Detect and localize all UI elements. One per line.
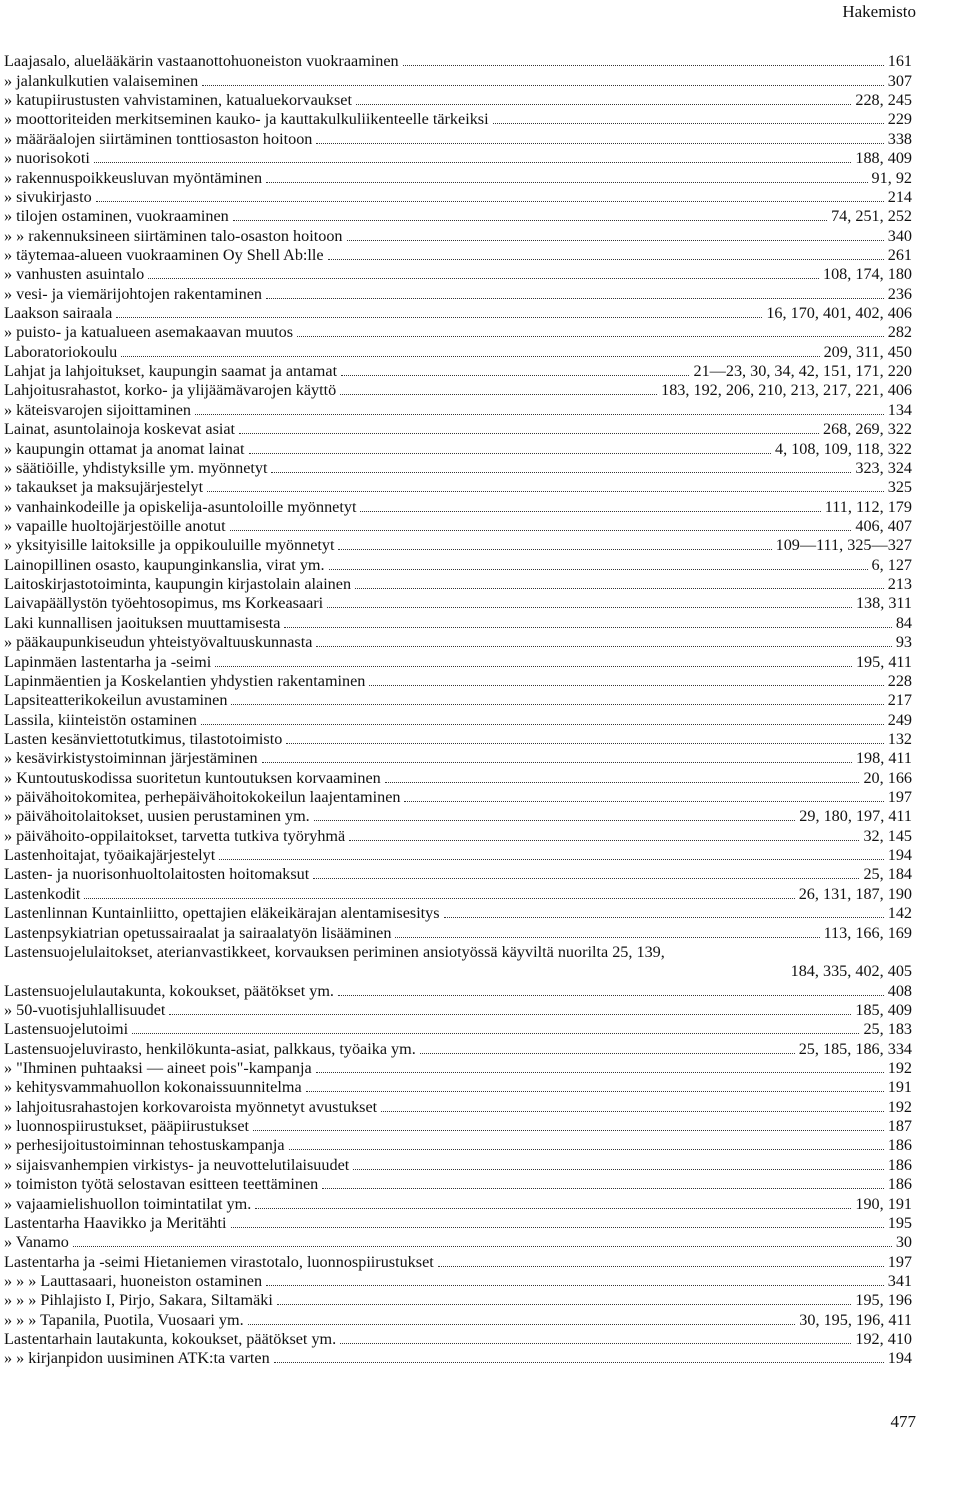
- index-entry: [4, 304, 912, 323]
- dot-leader: [286, 743, 883, 744]
- dot-leader: [231, 1227, 884, 1228]
- entry-text: Lastentarha Haavikko ja Meritähti: [4, 1213, 227, 1232]
- entry-text: » vanhainkodeille ja opiskelija-asuntoloille myönnetyt: [4, 497, 357, 516]
- index-entry: [4, 1136, 912, 1155]
- dot-leader: [94, 162, 851, 163]
- entry-pages: 341: [887, 1272, 912, 1290]
- entry-text: Laajasalo, aluelääkärin vastaanottohuoneiston vuokraaminen: [4, 52, 399, 71]
- index-entry: [4, 730, 912, 749]
- entry-pages: 406, 407: [855, 516, 912, 535]
- entry-pages: 109—111, 325—327: [775, 536, 912, 555]
- entry-text: » moottoriteiden merkitseminen kauko- ja kauttakulkuliikenteelle tärkeiksi: [4, 110, 489, 129]
- dot-leader: [266, 1285, 884, 1286]
- entry-text: Lahjoitusrahastot, korko- ja ylijäämävarojen käyttö: [4, 381, 337, 400]
- entry-text: Laitoskirjastotoiminta, kaupungin kirjastolain alainen: [4, 575, 352, 594]
- entry-text: » "Ihminen puhtaaksi — aineet pois"-kampanja: [4, 1059, 312, 1078]
- entry-text: » kesävirkistystoiminnan järjestäminen: [4, 749, 258, 768]
- index-entry: [4, 1175, 912, 1194]
- dot-leader: [306, 1091, 884, 1092]
- entry-pages: 134: [887, 400, 912, 419]
- dot-leader: [248, 1324, 796, 1325]
- entry-text: » takaukset ja maksujärjestelyt: [4, 478, 204, 497]
- dot-leader: [313, 878, 859, 879]
- index-entry: [4, 943, 912, 962]
- dot-leader: [271, 472, 851, 473]
- entry-text: » toimiston työtä selostavan esitteen teettäminen: [4, 1175, 319, 1194]
- entry-text: Lapinmäentien ja Koskelantien yhdystien rakentaminen: [4, 671, 366, 690]
- dot-leader: [404, 801, 883, 802]
- index-entry: [4, 1272, 912, 1291]
- entry-pages: 187: [887, 1117, 912, 1136]
- index-entry: [4, 613, 912, 632]
- dot-leader: [231, 704, 883, 705]
- entry-pages: 26, 131, 187, 190: [798, 884, 912, 903]
- dot-leader: [381, 1111, 884, 1112]
- index-entry: [4, 91, 912, 110]
- index-entry: [4, 981, 912, 1000]
- entry-text: » pääkaupunkiseudun yhteistyövaltuuskunnasta: [4, 633, 313, 652]
- entry-pages: 138, 311: [855, 594, 912, 613]
- entry-pages: 228, 245: [855, 91, 912, 110]
- index-entry: [4, 188, 912, 207]
- index-entry: [4, 826, 912, 845]
- entry-pages: 228: [887, 671, 912, 690]
- index-entry: [4, 1310, 912, 1329]
- index-entry: [4, 129, 912, 148]
- entry-pages: 209, 311, 450: [823, 342, 912, 361]
- entry-text: » lahjoitusrahastojen korkovaroista myönnetyt avustukset: [4, 1097, 378, 1116]
- index-entry: [4, 749, 912, 768]
- entry-text: » Vanamo: [4, 1233, 69, 1252]
- entry-text: Laivapäällystön työehtosopimus, ms Korkeasaari: [4, 594, 324, 613]
- dot-leader: [340, 394, 657, 395]
- entry-pages: 20, 166: [863, 768, 912, 787]
- entry-pages: 325: [887, 478, 912, 497]
- dot-leader: [314, 820, 796, 821]
- entry-pages: 249: [887, 710, 912, 729]
- entry-pages: 197: [887, 788, 912, 807]
- entry-pages: 194: [887, 1349, 912, 1368]
- index-entry: [4, 672, 912, 691]
- index-entry: [4, 517, 912, 536]
- entry-pages: 307: [887, 71, 912, 90]
- index-entry: [4, 168, 912, 187]
- index-entry: [4, 691, 912, 710]
- entry-pages: 186: [887, 1175, 912, 1194]
- entry-pages: 21—23, 30, 34, 42, 151, 171, 220: [693, 362, 912, 381]
- entry-text: Lastensuojelutoimi: [4, 1020, 129, 1039]
- entry-pages: 186: [887, 1136, 912, 1155]
- dot-leader: [347, 240, 884, 241]
- dot-leader: [316, 143, 883, 144]
- dot-leader: [274, 1362, 884, 1363]
- index-entry: [4, 1020, 912, 1039]
- entry-text: » » » Pihlajisto I, Pirjo, Sakara, Siltamäki: [4, 1291, 273, 1310]
- entry-text: » päivähoitokomitea, perhepäivähoitokokeilun laajentaminen: [4, 788, 401, 807]
- dot-leader: [395, 937, 819, 938]
- entry-text: » » kirjanpidon uusiminen ATK:ta varten: [4, 1349, 270, 1368]
- entry-text: Lastensuojelulaitokset, aterianvastikkeet, korvauksen periminen ansiotyössä käyviltä nuorilta 25, 139,: [4, 942, 665, 961]
- index-entry: [4, 265, 912, 284]
- entry-text: Laakson sairaala: [4, 304, 113, 323]
- entry-text: » puisto- ja katualueen asemakaavan muutos: [4, 323, 294, 342]
- entry-pages: 30, 195, 196, 411: [799, 1310, 912, 1329]
- index-entry: [4, 594, 912, 613]
- entry-pages: 6, 127: [871, 555, 912, 574]
- entry-pages: 323, 324: [855, 458, 912, 477]
- dot-leader: [338, 549, 771, 550]
- dot-leader: [132, 1033, 859, 1034]
- entry-text: » täytemaa-alueen vuokraaminen Oy Shell Ab:lle: [4, 245, 324, 264]
- dot-leader: [338, 995, 884, 996]
- entry-text: Lastensuojelulautakunta, kokoukset, päätökset ym.: [4, 981, 334, 1000]
- entry-text: Laki kunnallisen jaoituksen muuttamisesta: [4, 613, 281, 632]
- entry-pages: 74, 251, 252: [831, 207, 912, 226]
- dot-leader: [73, 1246, 892, 1247]
- entry-text: » vanhusten asuintalo: [4, 265, 145, 284]
- dot-leader: [266, 298, 884, 299]
- dot-leader: [360, 511, 820, 512]
- entry-pages: 192, 410: [855, 1330, 912, 1349]
- entry-text: » vesi- ja viemärijohtojen rakentaminen: [4, 284, 263, 303]
- dot-leader: [195, 414, 884, 415]
- index-entry: [4, 884, 912, 903]
- entry-pages: 25, 183: [863, 1020, 912, 1039]
- running-header: Hakemisto: [842, 2, 916, 21]
- index-entry: [4, 710, 912, 729]
- entry-text: » päivähoitolaitokset, uusien perustaminen ym.: [4, 807, 310, 826]
- index-entry: [4, 923, 912, 942]
- entry-text: » päivähoito-oppilaitokset, tarvetta tutkiva työryhmä: [4, 826, 346, 845]
- entry-pages: 408: [887, 981, 912, 1000]
- entry-pages: 190, 191: [855, 1194, 912, 1213]
- index-entry: [4, 110, 912, 129]
- index-entry: [4, 1039, 912, 1058]
- dot-leader: [385, 782, 860, 783]
- dot-leader: [233, 220, 827, 221]
- entry-text: » jalankulkutien valaiseminen: [4, 71, 199, 90]
- entry-pages: 113, 166, 169: [823, 923, 912, 942]
- entry-text: » kaupungin ottamat ja anomat lainat: [4, 439, 245, 458]
- index-entry: [4, 575, 912, 594]
- entry-pages: 195: [887, 1213, 912, 1232]
- entry-text: » katupiirustusten vahvistaminen, katualuekorvaukset: [4, 91, 352, 110]
- index-entry: [4, 846, 912, 865]
- index-entry: [4, 1291, 912, 1310]
- dot-leader: [253, 1130, 884, 1131]
- entry-pages: 186: [887, 1155, 912, 1174]
- entry-pages: 108, 174, 180: [822, 265, 912, 284]
- entry-text: Lastenkodit: [4, 884, 81, 903]
- index-entry: [4, 1214, 912, 1233]
- entry-pages: 29, 180, 197, 411: [799, 807, 912, 826]
- dot-leader: [249, 453, 772, 454]
- entry-pages: 194: [887, 846, 912, 865]
- entry-text: » » rakennuksineen siirtäminen talo-osaston hoitoon: [4, 226, 343, 245]
- index-entry: [4, 807, 912, 826]
- index-entry: [4, 323, 912, 342]
- index-entry: [4, 865, 912, 884]
- index-entry: [4, 478, 912, 497]
- dot-leader: [493, 123, 884, 124]
- index-entry: [4, 246, 912, 265]
- index-entry: [4, 71, 912, 90]
- entry-pages: 197: [887, 1252, 912, 1271]
- dot-leader: [316, 1072, 884, 1073]
- entry-pages: 91, 92: [871, 168, 912, 187]
- index-entry: [4, 497, 912, 516]
- page-number: 477: [890, 1412, 916, 1431]
- entry-text: » nuorisokoti: [4, 149, 90, 168]
- dot-leader: [329, 569, 868, 570]
- entry-pages: 16, 170, 401, 402, 406: [766, 304, 912, 323]
- dot-leader: [277, 1304, 851, 1305]
- dot-leader: [202, 85, 884, 86]
- dot-leader: [116, 317, 762, 318]
- dot-leader: [239, 433, 819, 434]
- dot-leader: [230, 530, 852, 531]
- index-entry: [4, 768, 912, 787]
- dot-leader: [262, 762, 852, 763]
- index-entry: [4, 652, 912, 671]
- dot-leader: [328, 259, 884, 260]
- entry-pages: 261: [887, 245, 912, 264]
- entry-pages: 192: [887, 1097, 912, 1116]
- index-entry: [4, 1078, 912, 1097]
- index-entry: [4, 904, 912, 923]
- entry-text: » vapaille huoltojärjestöille anotut: [4, 516, 226, 535]
- entry-text: Lahjat ja lahjoitukset, kaupungin saamat ja antamat: [4, 362, 338, 381]
- dot-leader: [284, 627, 891, 628]
- dot-leader: [420, 1053, 795, 1054]
- dot-leader: [84, 898, 794, 899]
- entry-pages: 268, 269, 322: [822, 420, 912, 439]
- entry-pages: 184, 335, 402, 405: [790, 962, 912, 981]
- index-entry: [4, 962, 912, 981]
- entry-pages: 4, 108, 109, 118, 322: [775, 439, 912, 458]
- dot-leader: [148, 278, 819, 279]
- entry-text: Lastenhoitajat, työaikajärjestelyt: [4, 846, 216, 865]
- entry-text: Lapsiteatterikokeilun avustaminen: [4, 691, 228, 710]
- index-entry: [4, 226, 912, 245]
- entry-pages: 338: [887, 129, 912, 148]
- entry-text: » kehitysvammahuollon kokonaissuunnitelma: [4, 1078, 302, 1097]
- index-entry: [4, 149, 912, 168]
- index-entry: [4, 420, 912, 439]
- entry-pages: 188, 409: [855, 149, 912, 168]
- entry-pages: 282: [887, 323, 912, 342]
- dot-leader: [444, 917, 884, 918]
- entry-text: » rakennuspoikkeusluvan myöntäminen: [4, 168, 263, 187]
- entry-pages: 213: [887, 575, 912, 594]
- dot-leader: [327, 607, 852, 608]
- dot-leader: [96, 201, 884, 202]
- dot-leader: [289, 1149, 884, 1150]
- entry-pages: 340: [887, 226, 912, 245]
- entry-pages: 161: [887, 52, 912, 71]
- index-list: [4, 52, 912, 1368]
- index-entry: [4, 1155, 912, 1174]
- entry-text: » luonnospiirustukset, pääpiirustukset: [4, 1117, 250, 1136]
- entry-text: » Kuntoutuskodissa suoritetun kuntoutuksen korvaaminen: [4, 768, 381, 787]
- dot-leader: [297, 336, 884, 337]
- entry-text: Lainat, asuntolainoja koskevat asiat: [4, 420, 236, 439]
- entry-pages: 236: [887, 284, 912, 303]
- entry-text: Lasten kesänviettotutkimus, tilastotoimisto: [4, 729, 283, 748]
- dot-leader: [215, 666, 852, 667]
- index-entry: [4, 342, 912, 361]
- entry-pages: 111, 112, 179: [824, 497, 912, 516]
- dot-leader: [219, 859, 883, 860]
- dot-leader: [438, 1266, 884, 1267]
- entry-text: » säätiöille, yhdistyksille ym. myönnetyt: [4, 458, 268, 477]
- entry-pages: 132: [887, 729, 912, 748]
- entry-pages: 191: [887, 1078, 912, 1097]
- entry-text: » » » Tapanila, Puotila, Vuosaari ym.: [4, 1310, 244, 1329]
- dot-leader: [340, 1343, 851, 1344]
- entry-text: Lapinmäen lastentarha ja -seimi: [4, 652, 212, 671]
- dot-leader: [255, 1208, 851, 1209]
- index-entry: [4, 1097, 912, 1116]
- dot-leader: [169, 1014, 851, 1015]
- index-entry: [4, 1001, 912, 1020]
- entry-text: Lainopillinen osasto, kaupunginkanslia, virat ym.: [4, 555, 325, 574]
- index-entry: [4, 1330, 912, 1349]
- index-entry: [4, 1194, 912, 1213]
- entry-pages: 93: [895, 633, 912, 652]
- index-entry: [4, 52, 912, 71]
- entry-text: » » » Lauttasaari, huoneiston ostaminen: [4, 1272, 263, 1290]
- dot-leader: [341, 375, 689, 376]
- index-entry: [4, 633, 912, 652]
- entry-text: Lassila, kiinteistön ostaminen: [4, 710, 197, 729]
- index-entry: [4, 1252, 912, 1271]
- index-entry: [4, 362, 912, 381]
- dot-leader: [201, 724, 884, 725]
- entry-pages: 25, 185, 186, 334: [798, 1039, 912, 1058]
- index-entry: [4, 1233, 912, 1252]
- dot-leader: [353, 1169, 883, 1170]
- index-entry: [4, 555, 912, 574]
- dot-leader: [369, 685, 883, 686]
- entry-pages: 217: [887, 691, 912, 710]
- dot-leader: [349, 840, 859, 841]
- index-entry: [4, 536, 912, 555]
- entry-pages: 192: [887, 1059, 912, 1078]
- index-entry: [4, 459, 912, 478]
- dot-leader: [356, 104, 851, 105]
- entry-text: Lastensuojeluvirasto, henkilökunta-asiat, palkkaus, työaika ym.: [4, 1039, 416, 1058]
- entry-text: » käteisvarojen sijoittaminen: [4, 400, 192, 419]
- dot-leader: [121, 356, 819, 357]
- entry-pages: 32, 145: [863, 826, 912, 845]
- entry-pages: 195, 196: [855, 1291, 912, 1310]
- entry-text: » 50-vuotisjuhlallisuudet: [4, 1000, 166, 1019]
- entry-pages: 198, 411: [855, 749, 912, 768]
- dot-leader: [355, 588, 884, 589]
- index-entry: [4, 1059, 912, 1078]
- entry-pages: 185, 409: [855, 1000, 912, 1019]
- entry-text: » yksityisille laitoksille ja oppikouluille myönnetyt: [4, 536, 335, 555]
- dot-leader: [322, 1188, 883, 1189]
- entry-text: » sijaisvanhempien virkistys- ja neuvottelutilaisuudet: [4, 1155, 350, 1174]
- index-entry: [4, 207, 912, 226]
- index-entry: [4, 1117, 912, 1136]
- dot-leader: [266, 182, 867, 183]
- index-entry: [4, 381, 912, 400]
- entry-pages: 84: [895, 613, 912, 632]
- entry-pages: 25, 184: [863, 865, 912, 884]
- entry-pages: 183, 192, 206, 210, 213, 217, 221, 406: [661, 381, 912, 400]
- dot-leader: [207, 491, 884, 492]
- entry-pages: 214: [887, 187, 912, 206]
- entry-pages: 195, 411: [855, 652, 912, 671]
- entry-pages: 142: [887, 904, 912, 923]
- entry-text: Lastenpsykiatrian opetussairaalat ja sairaalatyön lisääminen: [4, 923, 392, 942]
- entry-text: Lastenlinnan Kuntainliitto, opettajien eläkeikärajan alentamisesitys: [4, 904, 440, 923]
- entry-text: » määräalojen siirtäminen tonttiosaston hoitoon: [4, 129, 313, 148]
- entry-text: » perhesijoitustoiminnan tehostuskampanja: [4, 1136, 285, 1155]
- index-entry: [4, 400, 912, 419]
- entry-text: Lastentarhain lautakunta, kokoukset, päätökset ym.: [4, 1330, 337, 1349]
- index-entry: [4, 788, 912, 807]
- entry-text: » sivukirjasto: [4, 187, 92, 206]
- entry-text: Lastentarha ja -seimi Hietaniemen virastotalo, luonnospiirustukset: [4, 1252, 434, 1271]
- entry-text: Laboratoriokoulu: [4, 342, 118, 361]
- index-entry: [4, 1349, 912, 1368]
- entry-pages: 30: [895, 1233, 912, 1252]
- entry-text: » tilojen ostaminen, vuokraaminen: [4, 207, 229, 226]
- index-entry: [4, 439, 912, 458]
- index-entry: [4, 284, 912, 303]
- entry-text: » vajaamielishuollon toimintatilat ym.: [4, 1194, 252, 1213]
- dot-leader: [316, 646, 891, 647]
- entry-text: Lasten- ja nuorisonhuoltolaitosten hoitomaksut: [4, 865, 310, 884]
- entry-pages: 229: [887, 110, 912, 129]
- dot-leader: [403, 65, 884, 66]
